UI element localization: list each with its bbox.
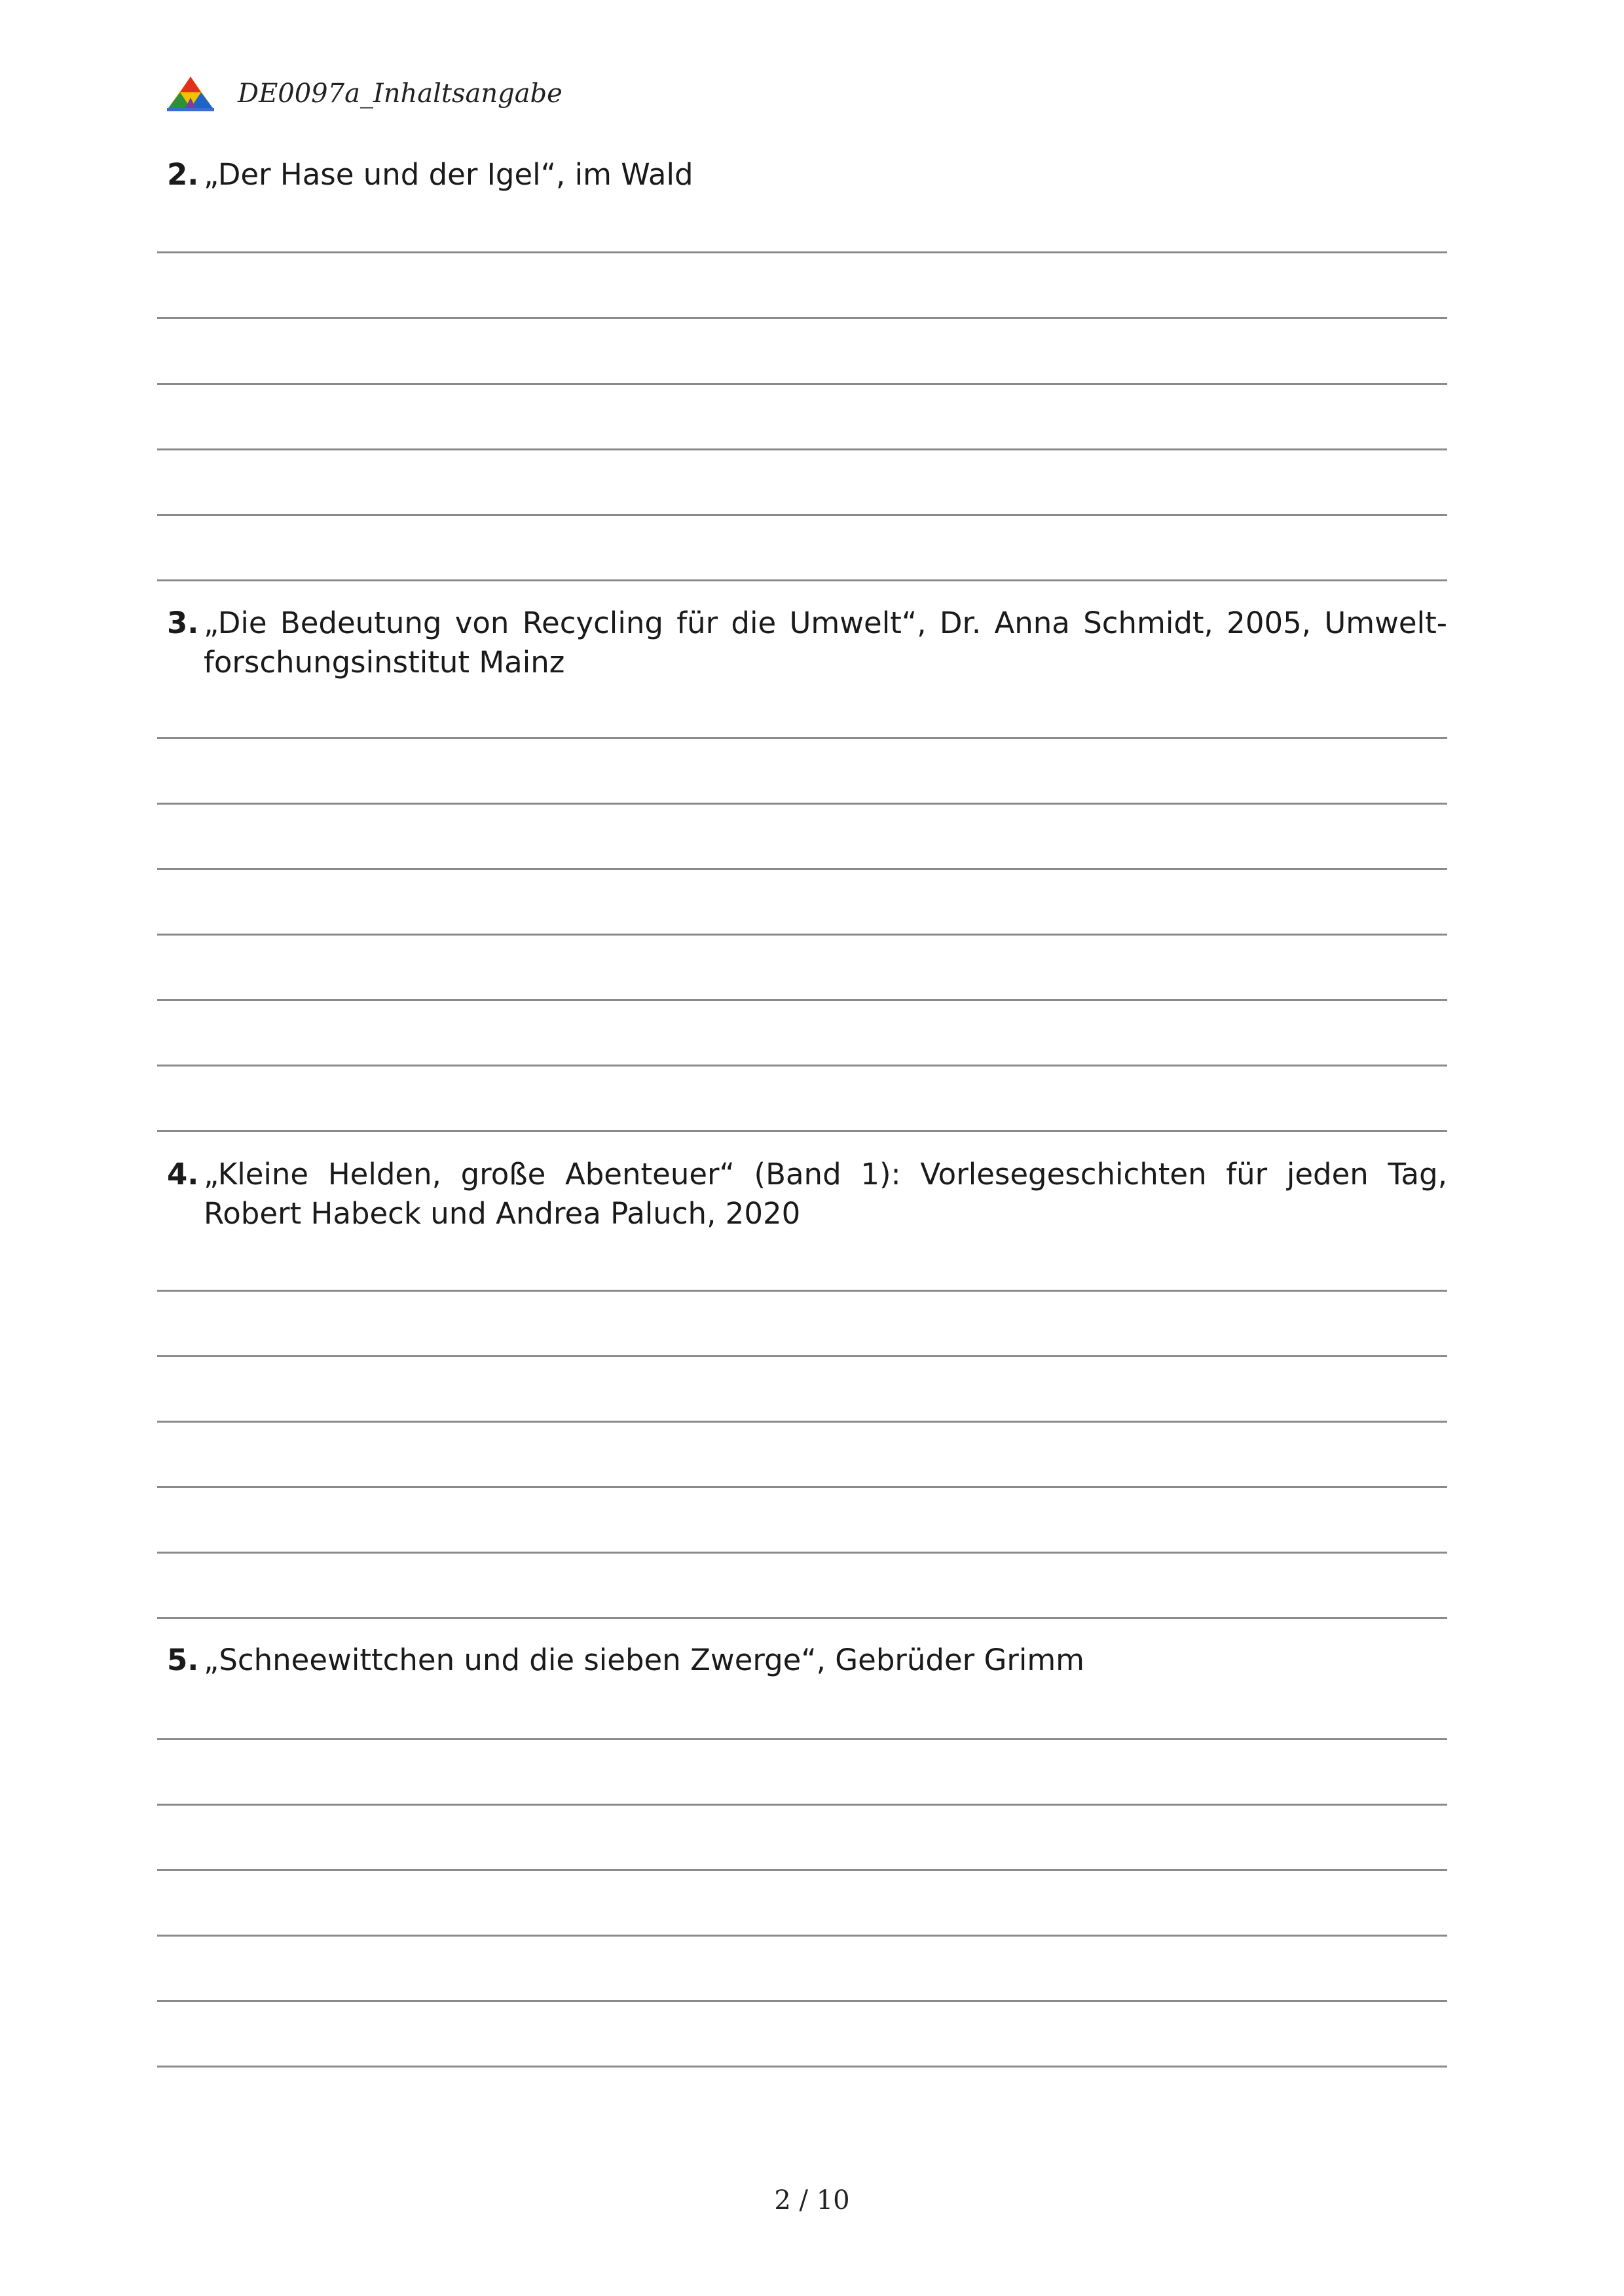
writing-line[interactable] — [157, 1552, 1447, 1554]
writing-line[interactable] — [157, 1065, 1447, 1066]
task-3 — [167, 604, 1447, 682]
task-5 — [167, 1641, 1447, 1680]
writing-line[interactable] — [157, 1486, 1447, 1488]
task-2 — [167, 155, 1447, 194]
writing-line[interactable] — [157, 1935, 1447, 1937]
writing-line[interactable] — [157, 1421, 1447, 1423]
writing-line[interactable] — [157, 803, 1447, 805]
writing-line[interactable] — [157, 1290, 1447, 1292]
writing-line[interactable] — [157, 737, 1447, 739]
writing-line[interactable] — [157, 2000, 1447, 2002]
writing-line[interactable] — [157, 1738, 1447, 1740]
page-number: 2 / 10 — [774, 2185, 850, 2215]
writing-line[interactable] — [157, 1869, 1447, 1871]
writing-line[interactable] — [157, 1130, 1447, 1132]
task-prompt: „Die Bedeutung von Recycling für die Umwelt“, Dr. Anna Schmidt, 2005, Umweltforschungsinstitut Mainz — [204, 606, 1447, 680]
task-number: 5. — [167, 1643, 199, 1677]
writing-line[interactable] — [157, 383, 1447, 385]
writing-line[interactable] — [157, 1355, 1447, 1357]
colorful-tent-logo-icon — [167, 75, 214, 112]
writing-line[interactable] — [157, 514, 1447, 516]
writing-line[interactable] — [157, 317, 1447, 319]
task-4 — [167, 1155, 1447, 1233]
writing-line[interactable] — [157, 2066, 1447, 2068]
document-title: DE0097a_Inhaltsangabe — [238, 79, 563, 109]
task-prompt: „Der Hase und der Igel“, im Wald — [204, 157, 693, 192]
task-number: 4. — [167, 1157, 199, 1192]
writing-line[interactable] — [157, 1617, 1447, 1619]
task-prompt: „Kleine Helden, große Abenteuer“ (Band 1): Vorlesegeschichten für jeden Tag, Robert Habeck und Andrea Paluch, 2020 — [204, 1157, 1447, 1231]
writing-line[interactable] — [157, 868, 1447, 870]
writing-line[interactable] — [157, 448, 1447, 450]
task-prompt: „Schneewittchen und die sieben Zwerge“, Gebrüder Grimm — [204, 1643, 1085, 1677]
writing-line[interactable] — [157, 999, 1447, 1001]
writing-line[interactable] — [157, 579, 1447, 581]
writing-line[interactable] — [157, 1804, 1447, 1806]
page-header — [167, 71, 563, 117]
task-number: 3. — [167, 606, 199, 640]
writing-line[interactable] — [157, 934, 1447, 936]
writing-line[interactable] — [157, 251, 1447, 253]
task-number: 2. — [167, 157, 199, 192]
